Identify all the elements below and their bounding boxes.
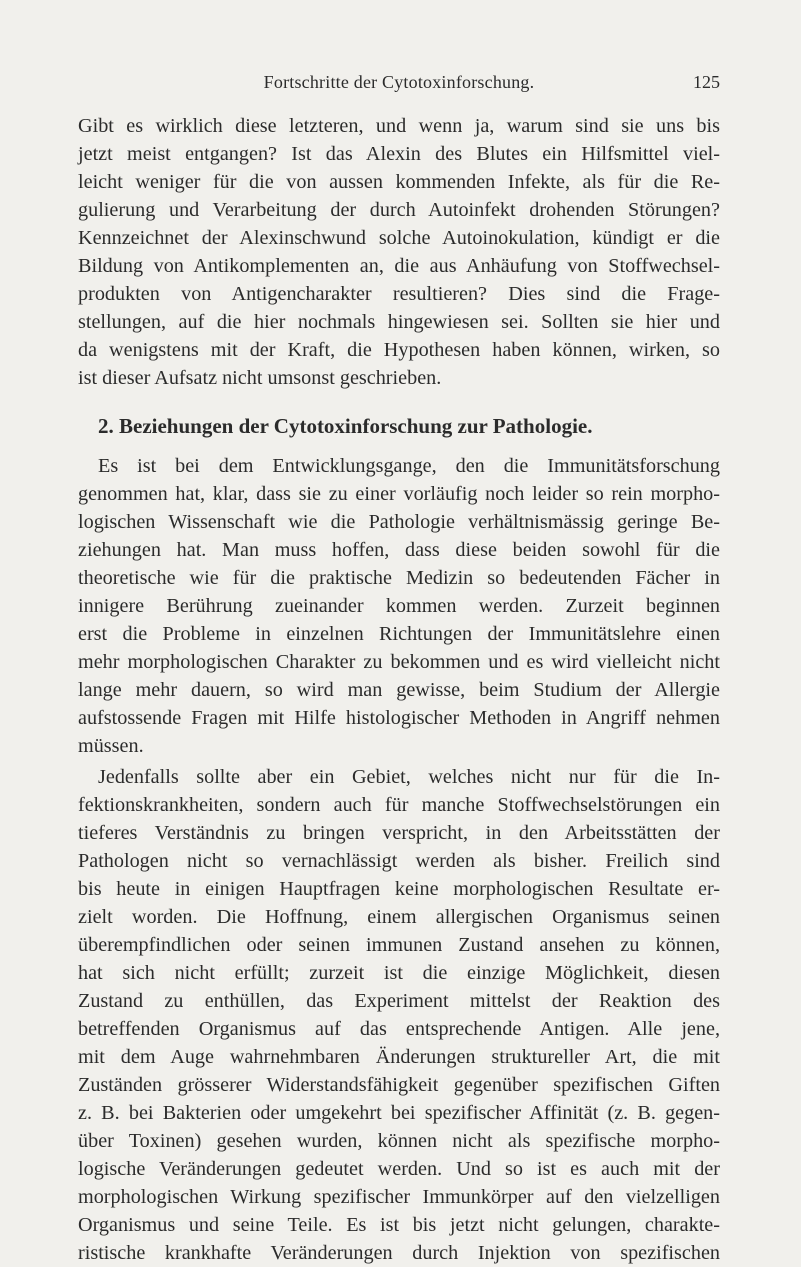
text-line: Zuständen grösserer Widerstandsfähigkeit gegenüber spezifischen Giften — [78, 1074, 720, 1096]
text-line: logische Veränderungen gedeutet werden. Und so ist es auch mit der — [78, 1158, 720, 1180]
text-line: Kennzeichnet der Alexinschwund solche Autoinokulation, kündigt er die — [78, 227, 720, 249]
text-line: produkten von Antigencharakter resultieren? Dies sind die Frage- — [78, 283, 720, 305]
text-line: da wenigstens mit der Kraft, die Hypothesen haben können, wirken, so — [78, 339, 720, 361]
text-line: Gibt es wirklich diese letzteren, und wenn ja, warum sind sie uns bis — [78, 115, 720, 137]
text-line: jetzt meist entgangen? Ist das Alexin des Blutes ein Hilfsmittel viel- — [78, 143, 720, 165]
text-line: ristische krankhafte Veränderungen durch Injektion von spezifischen — [78, 1242, 720, 1264]
text-line: morphologischen Wirkung spezifischer Immunkörper auf den vielzelligen — [78, 1186, 720, 1208]
text-line: tieferes Verständnis zu bringen verspricht, in den Arbeitsstätten der — [78, 822, 720, 844]
text-line: bis heute in einigen Hauptfragen keine morphologischen Resultate er- — [78, 878, 720, 900]
text-line: z. B. bei Bakterien oder umgekehrt bei spezifischer Affinität (z. B. gegen- — [78, 1102, 720, 1124]
text-line: Zustand zu enthüllen, das Experiment mittelst der Reaktion des — [78, 990, 720, 1012]
text-line: müssen. — [78, 735, 144, 757]
text-line: stellungen, auf die hier nochmals hingewiesen sei. Sollten sie hier und — [78, 311, 720, 333]
text-line: logischen Wissenschaft wie die Pathologie verhältnismässig geringe Be- — [78, 511, 720, 533]
page-number: 125 — [693, 72, 720, 92]
text-line: fektionskrankheiten, sondern auch für manche Stoffwechselstörungen ein — [78, 794, 720, 816]
text-line: aufstossende Fragen mit Hilfe histologischer Methoden in Angriff nehmen — [78, 707, 720, 729]
text-line: gulierung und Verarbeitung der durch Autoinfekt drohenden Störungen? — [78, 199, 720, 221]
text-line: hat sich nicht erfüllt; zurzeit ist die einzige Möglichkeit, diesen — [78, 962, 720, 984]
section-heading: 2. Beziehungen der Cytotoxinforschung zur Pathologie. — [98, 414, 593, 438]
text-line: ziehungen hat. Man muss hoffen, dass diese beiden sowohl für die — [78, 539, 720, 561]
text-line: leicht weniger für die von aussen kommenden Infekte, als für die Re- — [78, 171, 720, 193]
text-line: betreffenden Organismus auf das entsprechende Antigen. Alle jene, — [78, 1018, 720, 1040]
text-line: lange mehr dauern, so wird man gewisse, beim Studium der Allergie — [78, 679, 720, 701]
text-line: erst die Probleme in einzelnen Richtungen der Immunitätslehre einen — [78, 623, 720, 645]
text-line: Bildung von Antikomplementen an, die aus Anhäufung von Stoffwechsel- — [78, 255, 720, 277]
text-line: über Toxinen) gesehen wurden, können nicht als spezifische morpho- — [78, 1130, 720, 1152]
text-line: innigere Berührung zueinander kommen werden. Zurzeit beginnen — [78, 595, 720, 617]
text-line: überempfindlichen oder seinen immunen Zustand ansehen zu können, — [78, 934, 720, 956]
text-line: theoretische wie für die praktische Medizin so bedeutenden Fächer in — [78, 567, 720, 589]
text-line: ist dieser Aufsatz nicht umsonst geschrieben. — [78, 367, 442, 389]
running-header — [78, 72, 720, 96]
text-line: mit dem Auge wahrnehmbaren Änderungen struktureller Art, die mit — [78, 1046, 720, 1068]
text-line: zielt worden. Die Hoffnung, einem allergischen Organismus seinen — [78, 906, 720, 928]
text-line: Es ist bei dem Entwicklungsgange, den die Immunitätsforschung — [98, 455, 720, 477]
running-title: Fortschritte der Cytotoxinforschung. — [263, 72, 535, 92]
text-line: Pathologen nicht so vernachlässigt werden als bisher. Freilich sind — [78, 850, 720, 872]
text-line: Jedenfalls sollte aber ein Gebiet, welches nicht nur für die In- — [98, 766, 720, 788]
text-line: genommen hat, klar, dass sie zu einer vorläufig noch leider so rein morpho- — [78, 483, 720, 505]
text-line: Organismus und seine Teile. Es ist bis jetzt nicht gelungen, charakte- — [78, 1214, 720, 1236]
text-line: mehr morphologischen Charakter zu bekommen und es wird vielleicht nicht — [78, 651, 720, 673]
